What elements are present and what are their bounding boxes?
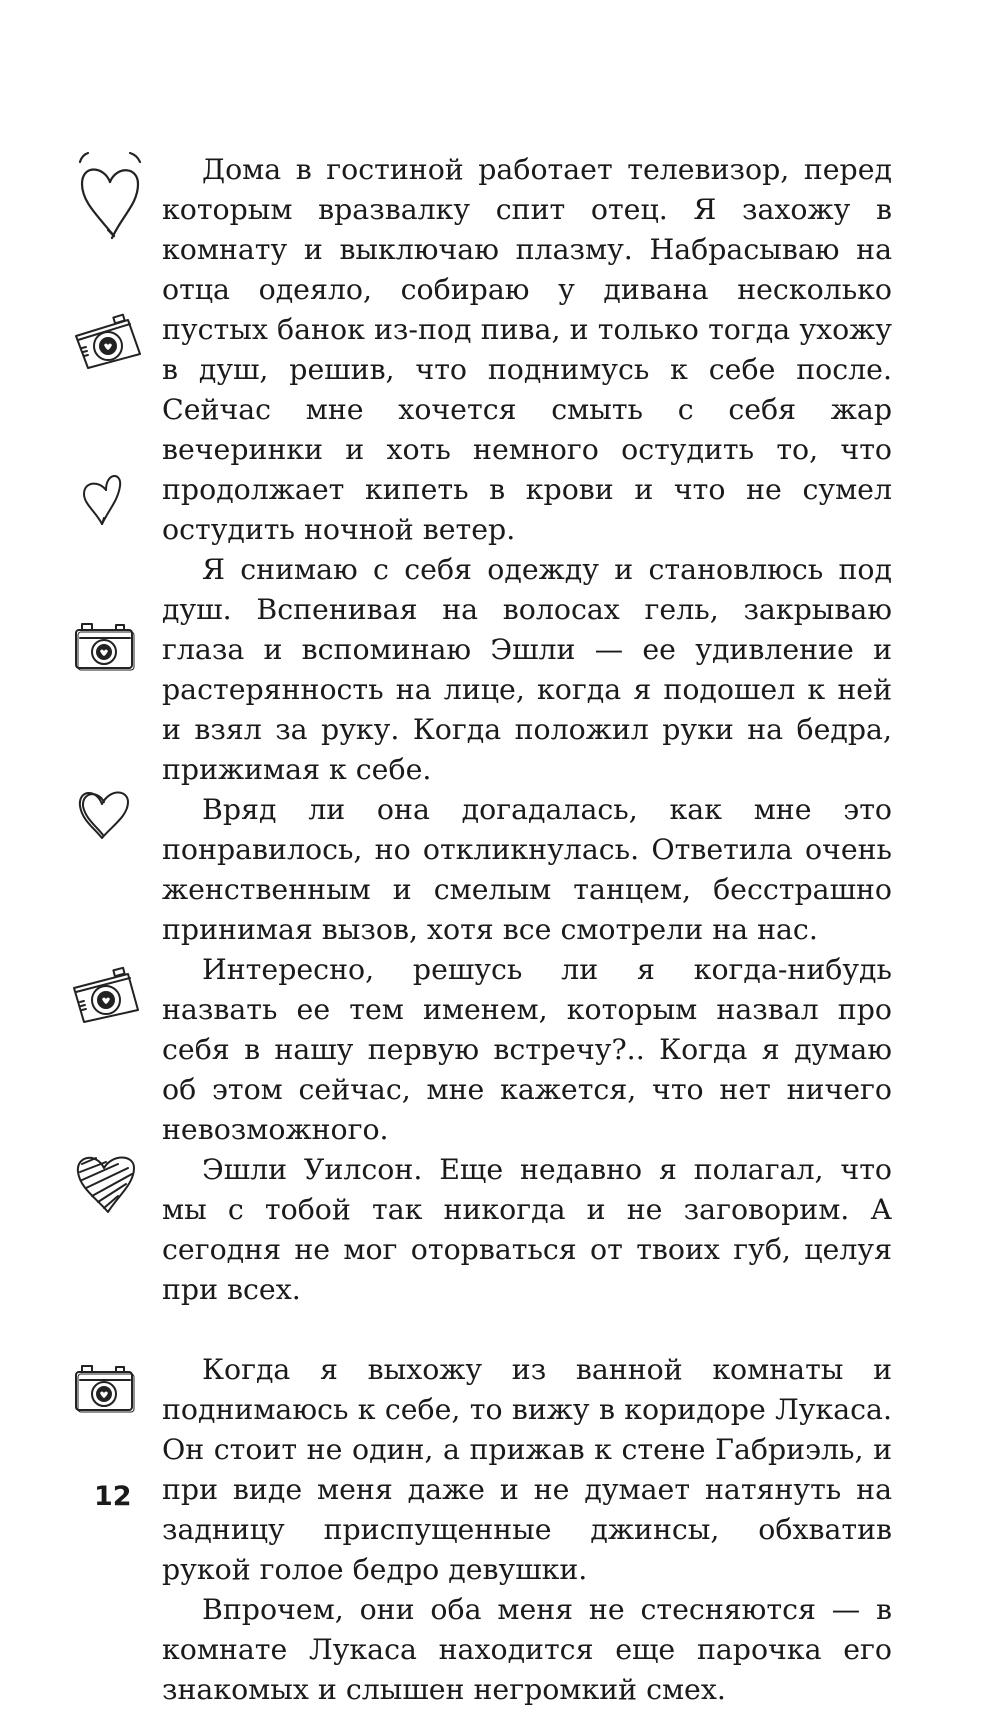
page-number: 12 <box>94 1481 132 1512</box>
page-body <box>162 150 892 1710</box>
paragraph: Вряд ли она догадалась, как мне это понравилось, но откликнулась. Ответила очень женственным и смелым танцем, бесстрашно принимая вызов, хотя все смотрели на нас. <box>162 793 892 946</box>
camera-doodle-icon <box>72 1362 138 1416</box>
camera-doodle-icon <box>70 312 148 374</box>
paragraph: Впрочем, они оба меня не стесняются — в комнате Лукаса находится еще парочка его знакомых и слышен негромкий смех. <box>162 1593 892 1706</box>
paragraph: Интересно, решусь ли я когда-нибудь назвать ее тем именем, которым назвал про себя в нашу первую встречу?.. Когда я думаю об этом сейчас, мне кажется, что нет ничего невозможного. <box>162 953 892 1146</box>
heart-doodle-icon <box>74 1150 138 1216</box>
paragraph: Дома в гостиной работает телевизор, перед которым вразвалку спит отец. Я захожу в комнату и выключаю плазму. Набрасываю на отца одеяло, собираю у дивана несколько пустых банок из-под пива, и только тогда ухожу в душ, решив, что поднимусь к себе после. Сейчас мне хочется смыть с себя жар вечеринки и хоть немного остудить то, что продолжает кипеть в крови и что не сумел остудить ночной ветер. <box>162 153 892 546</box>
paragraph: Я снимаю с себя одежду и становлюсь под душ. Вспенивая на волосах гель, закрываю глаза и вспоминаю Эшли — ее удивление и растерянность на лице, когда я подошел к ней и взял за руку. Когда положил руки на бедра, прижимая к себе. <box>162 553 892 786</box>
heart-doodle-icon <box>76 784 132 844</box>
camera-doodle-icon <box>68 966 146 1028</box>
paragraph: Эшли Уилсон. Еще недавно я полагал, что мы с тобой так никогда и не заговорим. А сегодня не мог оторваться от твоих губ, целуя при всех. <box>162 1153 892 1306</box>
heart-doodle-icon <box>80 466 124 528</box>
camera-doodle-icon <box>72 620 138 674</box>
heart-doodle-icon <box>74 150 146 242</box>
section-break <box>162 1310 892 1350</box>
paragraph: Когда я выхожу из ванной комнаты и поднимаюсь к себе, то вижу в коридоре Лукаса. Он стоит не один, а прижав к стене Габриэль, и при виде меня даже и не думает натянуть на задницу приспущенные джинсы, обхватив рукой голое бедро девушки. <box>162 1353 892 1586</box>
